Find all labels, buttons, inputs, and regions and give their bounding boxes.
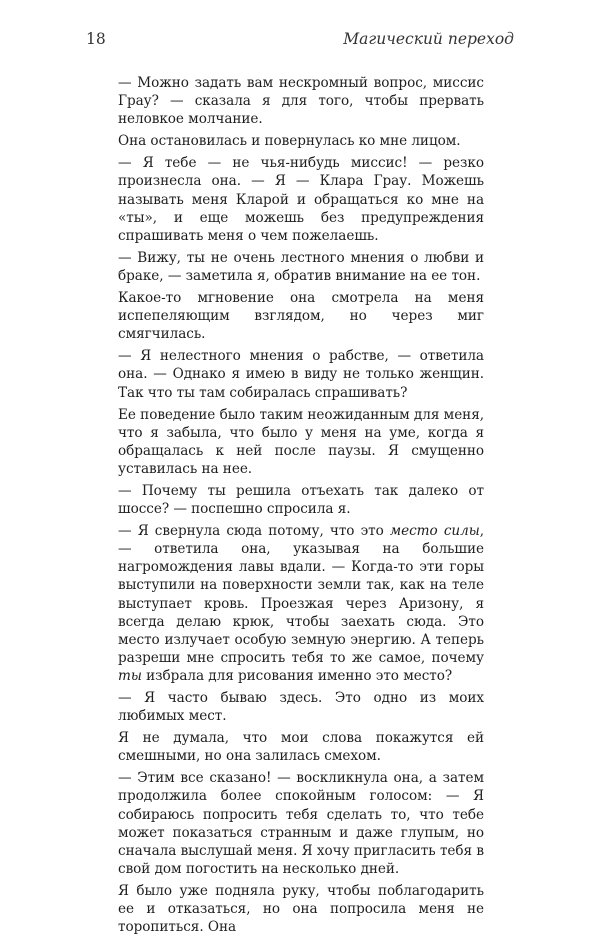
paragraph: Я не думала, что мои слова покажутся ей смешными, но она залилась смехом. bbox=[118, 730, 484, 765]
paragraph: — Почему ты решила отъехать так далеко от шоссе? — поспешно спросила я. bbox=[118, 482, 484, 518]
paragraph: Какое-то мгновение она смотрела на меня испепеляющим взглядом, но через миг смягчилась. bbox=[118, 290, 484, 343]
paragraph-text: , — ответила она, указывая на большие нагромождения лавы вдали. — Когда-то эти горы выступили на поверхности земли так, как на теле выступает кровь. Проезжая через Аризону, я всегда делаю крюк, чтобы заехать сюда. Это место излучает особую земную энергию. А теперь разреши мне спросить тебя то же самое, почему bbox=[118, 523, 484, 666]
paragraph-text: — Я свернула сюда потому, что это bbox=[118, 523, 384, 540]
paragraph: Ее поведение было таким неожиданным для меня, что я забыла, что было у меня на уме, когда я обращалась к ней после паузы. Я смущенно уставилась на нее. bbox=[118, 406, 484, 477]
paragraph: — Я тебе — не чья-нибудь миссис! — резко произнесла она. — Я — Клара Грау. Можешь называть меня Кларой и обращаться ко мне на «ты», и еще можешь без предупреждения спрашивать меня о чем пожелаешь. bbox=[118, 155, 484, 244]
paragraph: — Вижу, ты не очень лестного мнения о любви и браке, — заметила я, обратив внимание на ее тон. bbox=[118, 249, 484, 284]
body-text bbox=[118, 74, 484, 940]
paragraph: — Я часто бываю здесь. Это одно из моих любимых мест. bbox=[118, 690, 484, 725]
running-title: Магический переход bbox=[343, 30, 514, 48]
emphasis-text: место силы bbox=[389, 523, 480, 540]
paragraph: Я было уже подняла руку, чтобы поблагодарить ее и отказаться, но она попросила меня не торопиться. Она bbox=[118, 882, 484, 936]
paragraph bbox=[118, 522, 484, 685]
paragraph: Она остановилась и повернулась ко мне лицом. bbox=[118, 133, 461, 150]
paragraph: — Я нелестного мнения о рабстве, — ответила она. — Однако я имею в виду не только женщин. Так что ты там собиралась спрашивать? bbox=[118, 348, 484, 401]
page-number: 18 bbox=[86, 30, 106, 48]
emphasis-text: ты bbox=[118, 667, 142, 684]
paragraph: — Можно задать вам нескромный вопрос, миссис Грау? — сказала я для того, чтобы прервать неловкое молчание. bbox=[118, 75, 484, 128]
paragraph: — Этим все сказано! — воскликнула она, а затем продолжила более спокойным голосом: — Я собираюсь попросить тебя сделать то, что тебе может показаться странным и даже глупым, но сначала выслушай меня. Я хочу пригласить тебя в свой дом погостить на несколько дней. bbox=[118, 770, 484, 877]
page-header bbox=[86, 30, 514, 54]
paragraph-text: избрала для рисования именно это место? bbox=[146, 667, 453, 684]
